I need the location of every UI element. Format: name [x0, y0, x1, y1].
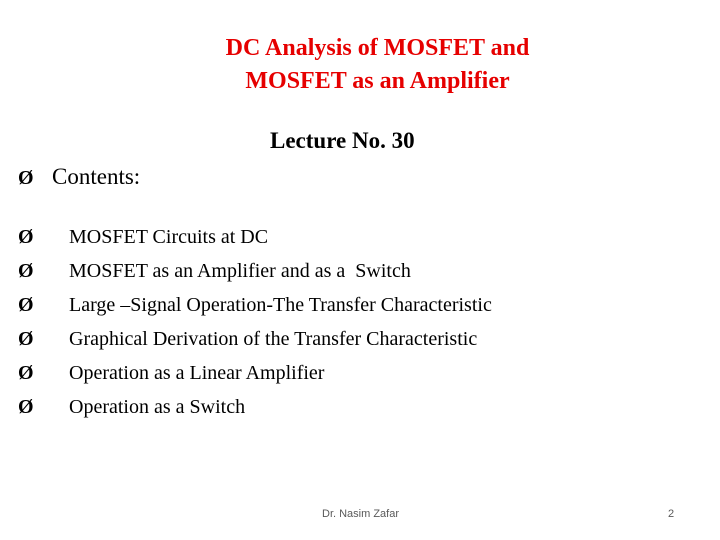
arrow-bullet-icon: Ø	[18, 362, 34, 384]
lecture-number: Lecture No. 30	[270, 128, 415, 153]
list-item	[18, 220, 492, 254]
list-item-text: Operation as a Linear Amplifier	[69, 362, 325, 384]
arrow-bullet-icon: Ø	[18, 167, 34, 189]
list-item	[18, 356, 492, 390]
arrow-bullet-icon: Ø	[18, 226, 34, 248]
list-item-text: Graphical Derivation of the Transfer Characteristic	[69, 328, 478, 350]
list-item	[18, 288, 492, 322]
title-line-2: MOSFET as an Amplifier	[245, 68, 510, 94]
contents-label: Contents:	[52, 164, 141, 189]
list-item	[18, 322, 492, 356]
page-number: 2	[668, 508, 675, 520]
list-item-text: Large –Signal Operation-The Transfer Characteristic	[69, 294, 492, 316]
footer-author: Dr. Nasim Zafar	[322, 508, 400, 520]
list-item-text: MOSFET as an Amplifier and as a Switch	[69, 260, 411, 282]
contents-heading	[18, 164, 140, 190]
arrow-bullet-icon: Ø	[18, 328, 34, 350]
contents-list	[18, 220, 492, 424]
list-item-text: Operation as a Switch	[69, 396, 246, 418]
slide-title	[0, 32, 720, 98]
title-line-1: DC Analysis of MOSFET and	[225, 35, 530, 61]
list-item	[18, 390, 492, 424]
arrow-bullet-icon: Ø	[18, 294, 34, 316]
arrow-bullet-icon: Ø	[18, 396, 34, 418]
list-item	[18, 254, 492, 288]
list-item-text: MOSFET Circuits at DC	[69, 226, 269, 248]
arrow-bullet-icon: Ø	[18, 260, 34, 282]
